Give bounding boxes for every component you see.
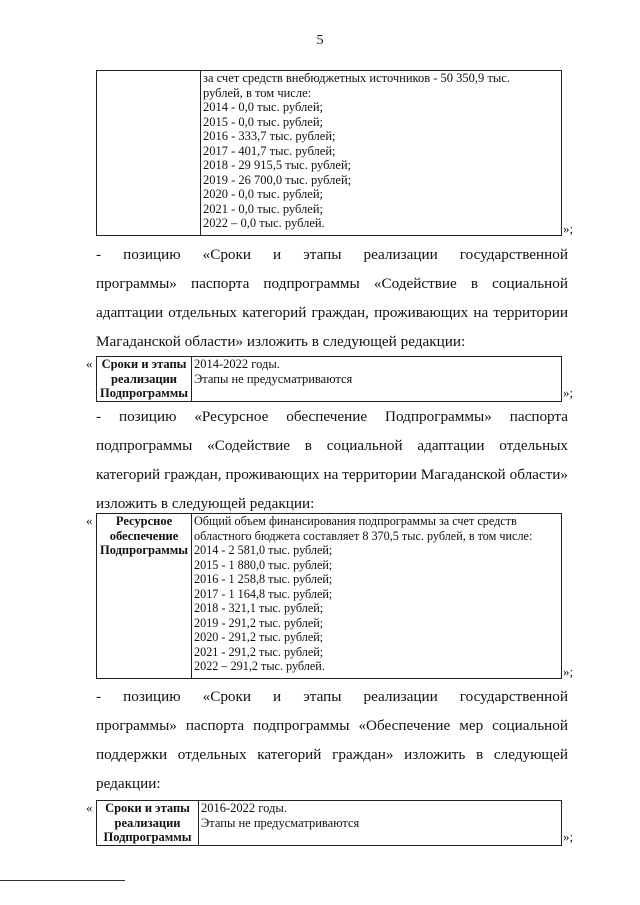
text-line: 2022 – 291,2 тыс. рублей. [194,659,325,673]
text-line: 2016 - 1 258,8 тыс. рублей; [194,572,333,586]
row-value [192,357,562,402]
label-line: Подпрограммы [103,830,192,844]
label-line: Ресурсное [115,514,173,528]
text-line: 2016-2022 годы. [201,801,287,815]
text-line: 2021 - 0,0 тыс. рублей; [203,201,323,216]
label-line: реализации [114,815,181,830]
text-line: 2018 - 321,1 тыс. рублей; [194,601,324,615]
paragraph-line: категорий граждан, проживающих на территории Магаданской области» [96,466,568,483]
text-line: 2014-2022 годы. [194,357,280,371]
text-line: 2019 - 291,2 тыс. рублей; [194,615,324,630]
paragraph-line: изложить в следующей редакции: [96,495,315,512]
financing-cell [201,71,562,236]
text-line: 2014 - 0,0 тыс. рублей; [203,100,323,114]
close-quote: »; [563,664,574,679]
text-line: областного бюджета составляет 8 370,5 тыс. рублей, в том числе: [194,528,533,543]
paragraph-line: программы» паспорта подпрограммы «Содействие в социальной [96,275,568,292]
text-line: Этапы не предусматриваются [201,815,360,830]
open-quote: « [86,513,93,528]
financing-table-continuation [96,70,562,236]
paragraph-line: - позицию «Ресурсное обеспечение Подпрограммы» паспорта [96,408,568,425]
row-label [97,801,199,846]
empty-label-cell [97,71,201,236]
footer-rule [0,880,125,881]
paragraph-line: программы» паспорта подпрограммы «Обеспечение мер социальной [96,717,568,734]
paragraph-line: поддержки отдельных категорий граждан» изложить в следующей [96,746,568,763]
text-line: Общий объем финансирования подпрограммы за счет средств [194,514,517,528]
text-line: Этапы не предусматриваются [194,371,353,386]
text-line: 2021 - 291,2 тыс. рублей; [194,644,324,659]
text-line: 2020 - 0,0 тыс. рублей; [203,187,323,201]
terms-stages-table [96,800,562,846]
label-line: Сроки и этапы [101,357,187,371]
paragraph-line: адаптации отдельных категорий граждан, проживающих на территории [96,304,568,321]
paragraph-line: Магаданской области» изложить в следующей редакции: [96,333,466,350]
label-line: реализации [111,371,177,386]
text-line: 2019 - 26 700,0 тыс. рублей; [203,172,352,187]
label-line: обеспечение [109,528,179,543]
text-line: 2018 - 29 915,5 тыс. рублей; [203,158,352,172]
row-label [97,514,192,679]
row-value [192,514,562,679]
paragraph-line: редакции: [96,775,161,792]
text-line: 2017 - 401,7 тыс. рублей; [203,143,336,158]
text-line: 2015 - 0,0 тыс. рублей; [203,114,323,129]
label-line: Сроки и этапы [105,801,190,815]
terms-stages-table [96,356,562,402]
paragraph-line: - позицию «Сроки и этапы реализации государственной [96,246,568,263]
page-number: 5 [316,33,324,48]
text-line: 2017 - 1 164,8 тыс. рублей; [194,586,333,601]
resource-table [96,513,562,679]
paragraph-line: подпрограммы «Содействие в социальной адаптации отдельных [96,437,568,454]
text-line: 2015 - 1 880,0 тыс. рублей; [194,557,333,572]
open-quote: « [86,356,93,371]
text-line: 2020 - 291,2 тыс. рублей; [194,630,324,644]
paragraph-line: - позицию «Сроки и этапы реализации государственной [96,688,568,705]
label-line: Подпрограммы [99,543,188,557]
text-line: рублей, в том числе: [203,85,312,100]
row-label [97,357,192,402]
open-quote: « [86,800,93,815]
close-quote: »; [563,221,574,236]
text-line: 2016 - 333,7 тыс. рублей; [203,129,336,143]
text-line: 2022 – 0,0 тыс. рублей. [203,216,325,230]
text-line: 2014 - 2 581,0 тыс. рублей; [194,543,333,557]
row-value [199,801,562,846]
close-quote: »; [563,385,574,400]
close-quote: »; [563,829,574,844]
label-line: Подпрограммы [99,386,188,400]
text-line: за счет средств внебюджетных источников - 50 350,9 тыс. [203,71,510,85]
